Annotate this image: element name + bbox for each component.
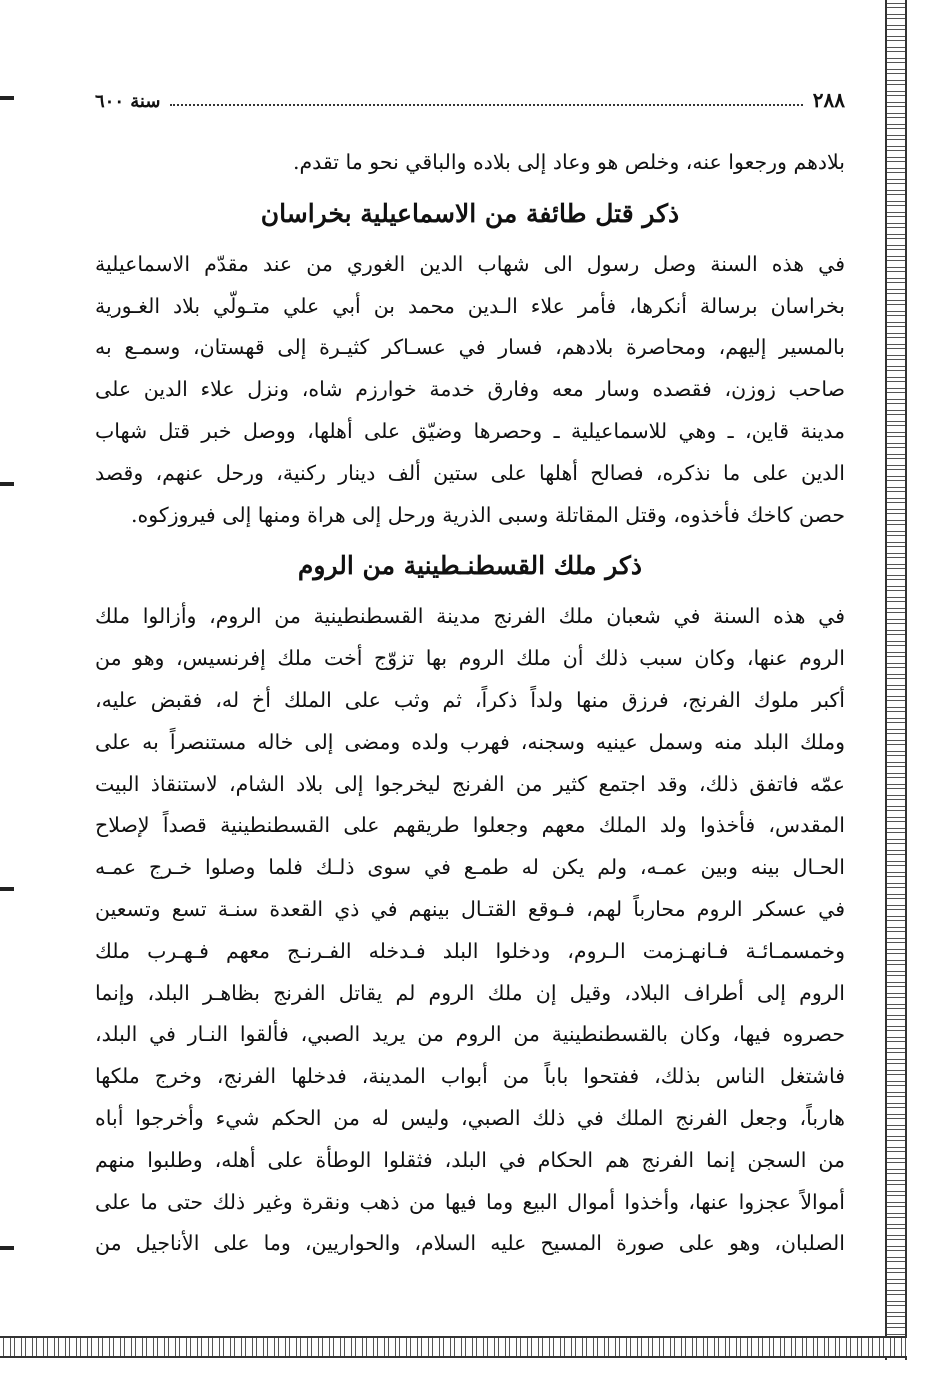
margin-tick-mark bbox=[0, 887, 14, 891]
page-number: ٢٨٨ bbox=[812, 88, 845, 112]
text-line: في هذه السنة وصل رسول الى شهاب الدين الغوري من عند مقدّم الاسماعيلية bbox=[95, 251, 845, 276]
text-line: صاحب زوزن، فقصده وسار معه وفارق خدمة خوارزم شاه، ونزل علاء الدين على bbox=[95, 377, 845, 402]
text-line: فاشتغل الناس بذلك، ففتحوا باباً من أبواب المدينة، فدخلها الفرنج، وخرج ملكها bbox=[95, 1064, 845, 1089]
text-line: بالمسير إليهم، ومحاصرة بلادهم، فسار في عسـاكر كثيـرة إلى قهستان، وسمـع به bbox=[95, 335, 845, 360]
ornamental-border-bottom bbox=[0, 1336, 907, 1358]
year-label: سنة ٦٠٠ bbox=[95, 91, 161, 112]
text-line: هارباً، وجعل الفرنج الملك في ذلك الصبي، وليس له من الحكم شيء وأخرجوا أباه bbox=[95, 1105, 845, 1130]
section-body-constantinople bbox=[95, 596, 845, 1265]
text-line: في هذه السنة في شعبان ملك الفرنج مدينة القسطنطينية من الروم، وأزالوا ملك bbox=[95, 604, 845, 629]
text-line: الروم إلى أطراف البلاد، وقيل إن ملك الروم لم يقاتل الفرنج بظاهـر البلد، وإنما bbox=[95, 980, 845, 1005]
text-line: مدينة قاين، ـ وهي للاسماعيلية ـ وحصرها وضيّق على أهلها، ووصل خبر قتل شهاب bbox=[95, 418, 845, 443]
ornamental-border-right bbox=[885, 0, 907, 1360]
text-line: عمّه فاتفق ذلك، وقد اجتمع كثير من الفرنج ليخرجوا إلى بلاد الشام، لاستنقاذ البيت bbox=[95, 771, 845, 796]
page-body bbox=[95, 142, 845, 1265]
text-line: حصن كاخك فأخذوه، وقتل المقاتلة وسبى الذرية ورحل إلى هراة ومنها إلى فيروزكوه. bbox=[131, 502, 845, 527]
margin-tick-mark bbox=[0, 96, 14, 100]
section-heading-ismailis: ذكر قتل طائفة من الاسماعيلية بخراسان bbox=[260, 198, 680, 228]
text-line: وخمسمـائـة فـانهـزمت الـروم، ودخلوا البلد فـدخله الفـرنـج معهم فـهـرب ملك bbox=[95, 938, 845, 963]
section-heading-constantinople: ذكر ملك القسطنـطينية من الروم bbox=[297, 551, 643, 581]
text-line: في عسكر الروم محارباً لهم، فـوقع القتـال بينهم في ذي القعدة سنـة تسع وتسعين bbox=[95, 896, 845, 921]
header-dot-leader bbox=[170, 104, 802, 106]
intro-line: بلادهم ورجعوا عنه، وخلص هو وعاد إلى بلاده والباقي نحو ما تقدم. bbox=[292, 150, 845, 174]
text-line: الصلبان، وهو على صورة المسيح عليه السلام، والحواريين، وما على الأناجيل من bbox=[95, 1231, 845, 1256]
text-line: الروم عنها، وكان سبب ذلك أن ملك الروم بها تزوّج أخت ملك إفرنسيس، وهو من bbox=[95, 646, 845, 671]
text-line: بخراسان برسالة أنكرها، فأمر علاء الـدين محمد بن أبي علي متـولّي بلاد الغـورية bbox=[95, 293, 845, 318]
text-line: أموالاً عجزوا عنها، وأخذوا أموال البيع وما فيها من ذهب ونقرة وغير ذلك حتى ما على bbox=[95, 1189, 845, 1214]
text-line: الحـال بينه وبين عمـه، ولم يكن له طمـع في سوى ذلـك فلما وصلوا خـرج عمـه bbox=[95, 855, 845, 880]
section-body-ismailis bbox=[95, 244, 845, 537]
margin-tick-mark bbox=[0, 482, 14, 486]
text-line: وملك البلد منه وسمل عينيه وسجنه، فهرب ولده ومضى إلى خاله مستنصراً به على bbox=[95, 729, 845, 754]
text-line: الدين على ما نذكره، فصالح أهلها على ستين ألف دينار ركنية، ورحل عنهم، وقصد bbox=[95, 460, 845, 485]
margin-tick-mark bbox=[0, 1246, 14, 1250]
text-line: المقدس، فأخذوا ولد الملك معهم وجعلوا طريقهم على القسطنطينية قصداً لإصلاح bbox=[95, 813, 845, 838]
text-line: من السجن إنما الفرنج هم الحكام في البلد، فثقلوا الوطأة على أهله، وطلبوا منهم bbox=[95, 1147, 845, 1172]
text-line: أكبر ملوك الفرنج، فرزق منها ولداً ذكراً، ثم وثب على الملك أخ له، فقبض عليه، bbox=[95, 687, 845, 712]
running-header bbox=[95, 82, 845, 112]
text-line: حصروه فيها، وكان بالقسطنطينية من الروم من يريد الصبي، فألقوا النـار في البلد، bbox=[95, 1022, 845, 1047]
